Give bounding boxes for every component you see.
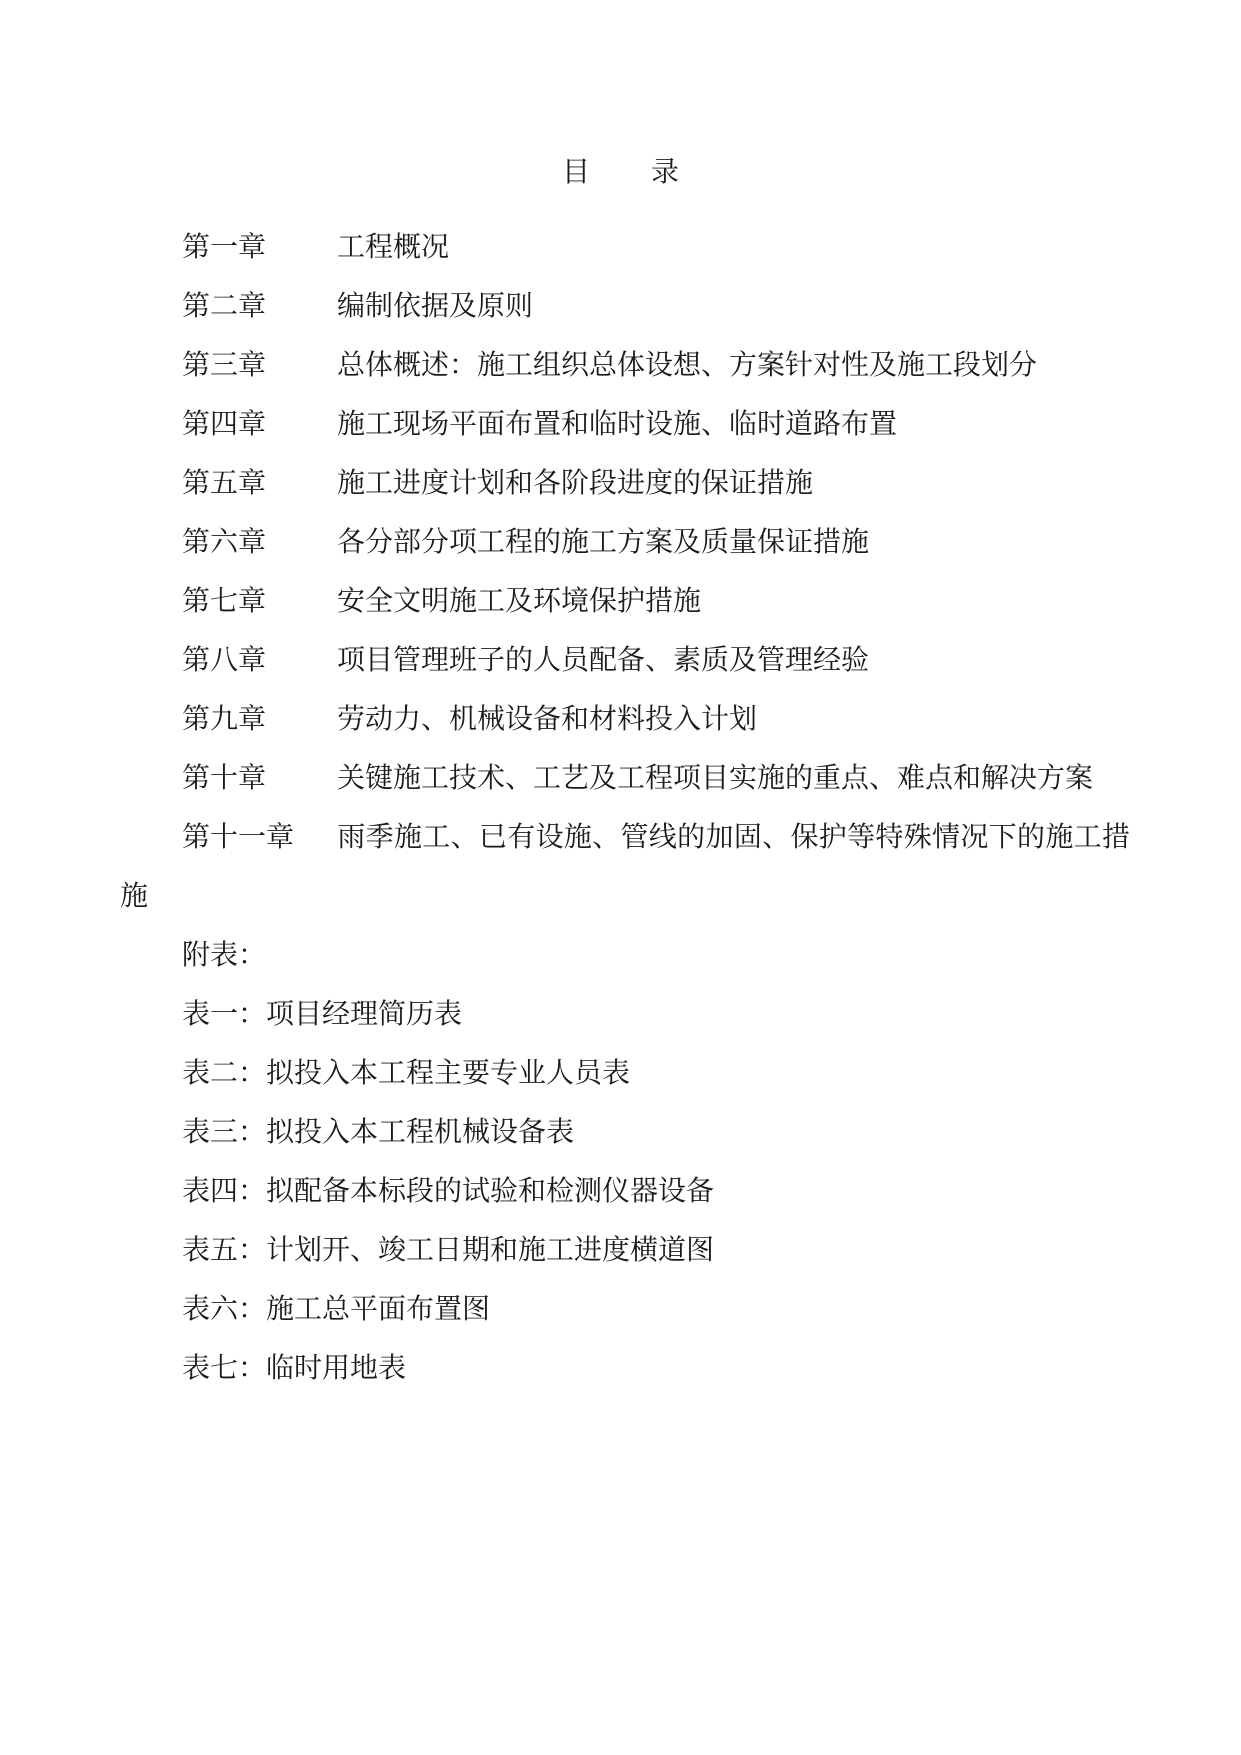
chapter-title: 编制依据及原则: [337, 289, 534, 322]
chapter-number: 第十一章: [182, 820, 295, 853]
chapter-number: 第九章: [182, 702, 267, 735]
chapter-number: 第五章: [182, 466, 267, 499]
appendix-item: 表二：拟投入本工程主要专业人员表: [182, 1056, 631, 1089]
toc-entry: [120, 394, 1130, 453]
chapter-title: 安全文明施工及环境保护措施: [337, 584, 702, 617]
toc-entry: [120, 276, 1130, 335]
chapter-title: 工程概况: [337, 230, 450, 263]
chapter-title: 各分部分项工程的施工方案及质量保证措施: [337, 525, 870, 558]
toc-entry: [120, 807, 1130, 925]
chapter-title: 施工进度计划和各阶段进度的保证措施: [337, 466, 814, 499]
chapter-title: 施工现场平面布置和临时设施、临时道路布置: [337, 407, 898, 440]
chapter-number: 第七章: [182, 584, 267, 617]
chapter-title: 总体概述：施工组织总体设想、方案针对性及施工段划分: [337, 348, 1038, 381]
chapter-title: 项目管理班子的人员配备、素质及管理经验: [337, 643, 870, 676]
table-of-contents: [120, 217, 1130, 1397]
chapter-title: 劳动力、机械设备和材料投入计划: [337, 702, 758, 735]
appendix-item: 表六：施工总平面布置图: [182, 1292, 491, 1325]
appendix-item: 表七：临时用地表: [182, 1351, 407, 1384]
chapter-number: 第二章: [182, 289, 267, 322]
toc-entry: [120, 630, 1130, 689]
chapter-number: 第四章: [182, 407, 267, 440]
toc-entry: [120, 335, 1130, 394]
appendix-label: 附表：: [182, 938, 267, 971]
appendix-item: 表一：项目经理简历表: [182, 997, 463, 1030]
chapter-title: 关键施工技术、工艺及工程项目实施的重点、难点和解决方案: [337, 761, 1094, 794]
toc-entry: [120, 689, 1130, 748]
page-title: 目 录: [562, 155, 705, 188]
toc-entry: [120, 571, 1130, 630]
appendix-item: 表三：拟投入本工程机械设备表: [182, 1115, 575, 1148]
chapter-number: 第三章: [182, 348, 267, 381]
appendix-item: 表四：拟配备本标段的试验和检测仪器设备: [182, 1174, 715, 1207]
chapter-title: 雨季施工、已有设施、管线的加固、保护等特殊情况下的施工措施: [120, 820, 1130, 912]
toc-entry: [120, 748, 1130, 807]
toc-entry: [120, 453, 1130, 512]
toc-entry: [120, 512, 1130, 571]
chapter-number: 第十章: [182, 761, 267, 794]
chapter-number: 第八章: [182, 643, 267, 676]
chapter-number: 第一章: [182, 230, 267, 263]
chapter-number: 第六章: [182, 525, 267, 558]
appendix-item: 表五：计划开、竣工日期和施工进度横道图: [182, 1233, 715, 1266]
toc-entry: [120, 217, 1130, 276]
